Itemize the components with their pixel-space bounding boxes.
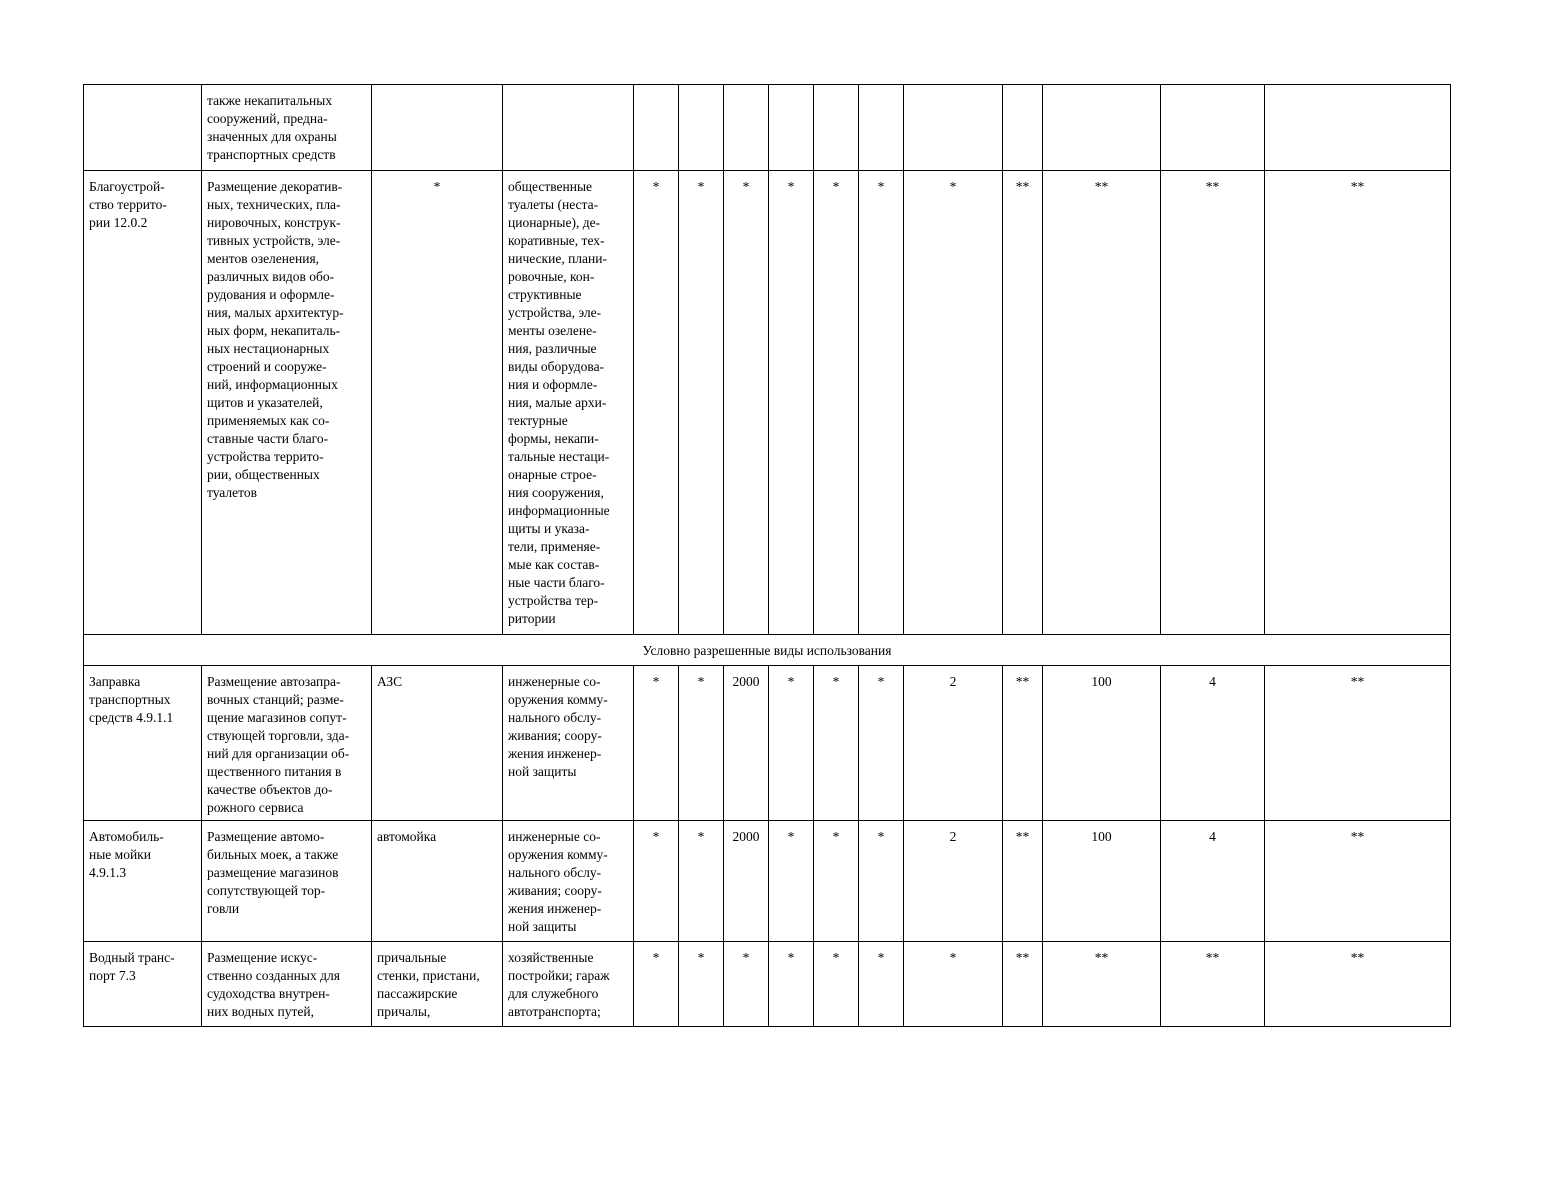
param-cell: * [634,171,679,635]
param-cell [634,85,679,171]
table-row [84,85,1451,171]
param-cell: ** [1043,171,1161,635]
param-cell [769,85,814,171]
param-cell [679,85,724,171]
table-row [84,171,1451,635]
param-cell: ** [1003,171,1043,635]
param-cell: 2000 [724,666,769,821]
param-cell: ** [1161,171,1265,635]
use-name-cell: Автомобиль- ные мойки 4.9.1.3 [84,821,202,942]
use-description-cell: Размещение автомо- бильных моек, а также размещение магазинов сопутствующей тор- говли [202,821,372,942]
param-cell: ** [1161,942,1265,1027]
use-description-cell: Размещение искус- ственно созданных для судоходства внутрен- них водных путей, [202,942,372,1027]
param-cell: * [769,942,814,1027]
param-cell [1003,85,1043,171]
auxiliary-use-cell: инженерные со- оружения комму- нального обслу- живания; соору- жения инженер- ной защиты [503,666,634,821]
param-cell: * [814,666,859,821]
param-cell: 100 [1043,821,1161,942]
use-description-cell: также некапитальных сооружений, предна- значенных для охраны транспортных средств [202,85,372,171]
param-cell: * [679,821,724,942]
param-cell [1043,85,1161,171]
table-row [84,942,1451,1027]
param-cell: ** [1003,821,1043,942]
param-cell [1265,85,1451,171]
param-cell: * [814,821,859,942]
param-cell: * [904,171,1003,635]
param-cell: * [904,942,1003,1027]
param-cell: ** [1003,942,1043,1027]
param-cell: 2 [904,666,1003,821]
param-cell: * [859,942,904,1027]
param-cell [724,85,769,171]
param-cell: * [634,666,679,821]
use-description-cell: Размещение автозапра- вочных станций; разме- щение магазинов сопут- ствующей торговли, зда- ний для организации об- щественного питания в качестве объектов до- рожного сервиса [202,666,372,821]
param-cell: * [724,942,769,1027]
main-object-cell [372,85,503,171]
param-cell: * [634,942,679,1027]
main-object-cell: АЗС [372,666,503,821]
param-cell: * [679,942,724,1027]
param-cell: 2 [904,821,1003,942]
param-cell: * [769,171,814,635]
param-cell: 100 [1043,666,1161,821]
use-description-cell: Размещение декоратив- ных, технических, пла- нировочных, конструк- тивных устройств, эле- ментов озеленения, различных видов обо- рудования и оформле- ния, малых архитектур- ных форм, некапиталь- ных нестационарных строений и сооруже- ний, информационных щитов и указателей, применяемых как со- ставные части благо- устройства террито- рии, общественных туалетов [202,171,372,635]
section-header-row [84,635,1451,666]
table-row [84,821,1451,942]
param-cell: 4 [1161,821,1265,942]
auxiliary-use-cell: хозяйственные постройки; гараж для служебного автотранспорта; [503,942,634,1027]
param-cell: 2000 [724,821,769,942]
param-cell: ** [1265,821,1451,942]
param-cell: ** [1003,666,1043,821]
param-cell: * [679,171,724,635]
param-cell: * [769,666,814,821]
section-title: Условно разрешенные виды использования [84,635,1451,666]
auxiliary-use-cell: инженерные со- оружения комму- нального обслу- живания; соору- жения инженер- ной защиты [503,821,634,942]
param-cell [904,85,1003,171]
param-cell: * [859,821,904,942]
param-cell: ** [1265,942,1451,1027]
param-cell: ** [1265,666,1451,821]
use-name-cell [84,85,202,171]
param-cell [859,85,904,171]
param-cell: * [859,666,904,821]
param-cell: * [634,821,679,942]
use-name-cell: Заправка транспортных средств 4.9.1.1 [84,666,202,821]
regulations-table [83,84,1451,1027]
auxiliary-use-cell: общественные туалеты (неста- ционарные), де- коративные, тех- нические, плани- ровочные, кон- структивные устройства, эле- менты озелене- ния, различные виды оборудова- ния и оформле- ния, малые архи- тектурные формы, некапи- тальные нестаци- онарные строе- ния сооружения, информационные щиты и указа- тели, применяе- мые как состав- ные части благо- устройства тер- ритории [503,171,634,635]
main-object-cell: причальные стенки, пристани, пассажирские причалы, [372,942,503,1027]
param-cell: ** [1265,171,1451,635]
param-cell: * [859,171,904,635]
use-name-cell: Водный транс- порт 7.3 [84,942,202,1027]
param-cell: * [769,821,814,942]
auxiliary-use-cell [503,85,634,171]
param-cell: ** [1043,942,1161,1027]
param-cell [1161,85,1265,171]
param-cell: * [724,171,769,635]
main-object-cell: * [372,171,503,635]
param-cell: * [679,666,724,821]
param-cell: * [814,942,859,1027]
table-row [84,666,1451,821]
param-cell: 4 [1161,666,1265,821]
use-name-cell: Благоустрой- ство террито- рии 12.0.2 [84,171,202,635]
param-cell [814,85,859,171]
param-cell: * [814,171,859,635]
main-object-cell: автомойка [372,821,503,942]
